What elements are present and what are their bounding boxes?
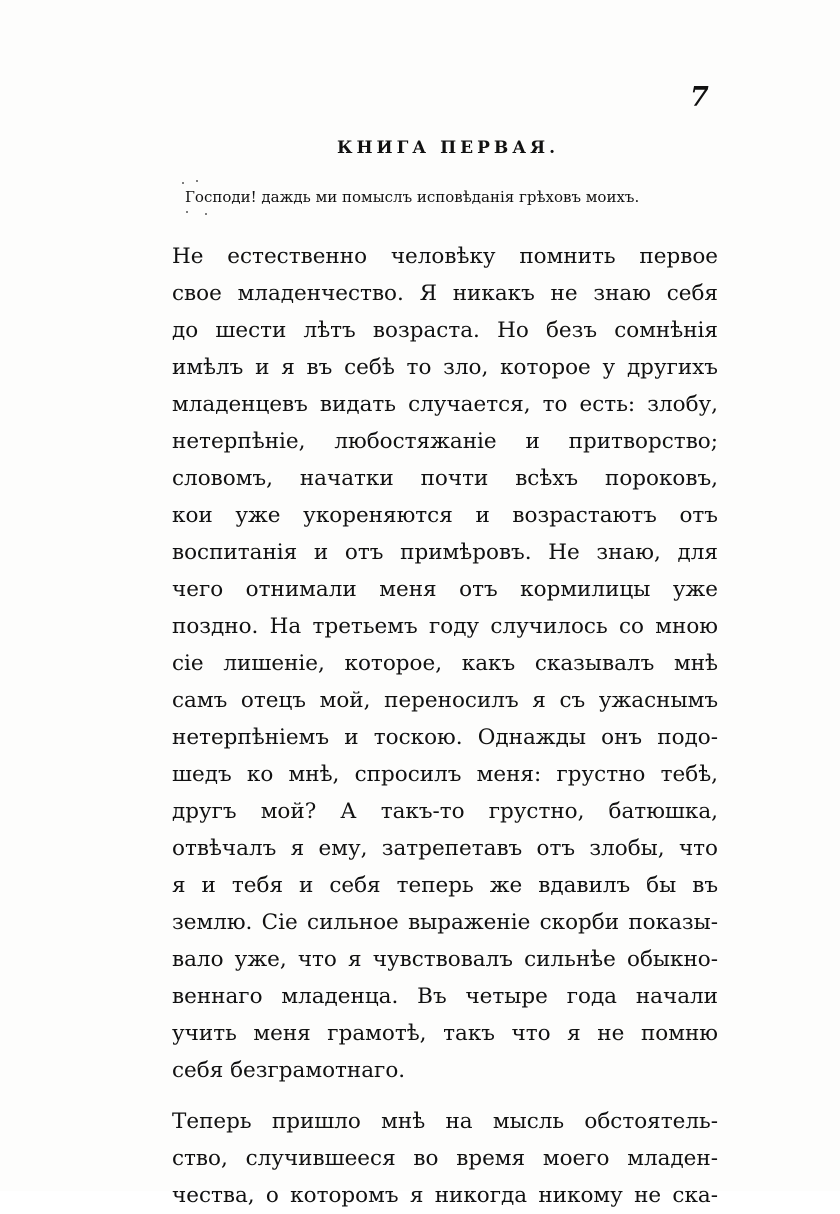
text-line: поздно. На третьемъ году случилось со мною	[172, 614, 718, 639]
text-line: Не естественно человѣку помнить первое	[172, 244, 718, 269]
text-line: свое младенчество. Я никакъ не знаю себя	[172, 281, 718, 306]
scan-speck	[186, 211, 188, 213]
text-line: самъ отецъ мой, переносилъ я съ ужаснымъ	[172, 688, 718, 713]
text-line: словомъ, начатки почти всѣхъ пороковъ,	[172, 466, 718, 491]
text-line: землю. Сіе сильное выраженіе скорби показы-	[172, 910, 718, 935]
text-line: чества, о которомъ я никогда никому не ска-	[172, 1183, 718, 1208]
text-line: воспитанія и отъ примѣровъ. Не знаю, для	[172, 540, 718, 565]
text-line: вало уже, что я чувствовалъ сильнѣе обыкно-	[172, 947, 718, 972]
text-line: отвѣчалъ я ему, затрепетавъ отъ злобы, что	[172, 836, 718, 861]
epigraph: Господи! даждь ми помыслъ исповѣданія грѣховъ моихъ.	[185, 188, 640, 206]
scan-speck	[182, 182, 184, 184]
text-line: нетерпѣніе, любостяжаніе и притворство;	[172, 429, 718, 454]
page-number: 7	[690, 82, 709, 113]
chapter-heading: КНИГА ПЕРВАЯ.	[336, 138, 559, 158]
text-line: чего отнимали меня отъ кормилицы уже	[172, 577, 718, 602]
text-line: я и тебя и себя теперь же вдавилъ бы въ	[172, 873, 718, 898]
scan-speck	[196, 180, 198, 182]
text-line: шедъ ко мнѣ, спросилъ меня: грустно тебѣ,	[172, 762, 718, 787]
body-text	[172, 238, 718, 1214]
text-line: учить меня грамотѣ, такъ что я не помню	[172, 1021, 718, 1046]
text-line: кои уже укореняются и возрастаютъ отъ	[172, 503, 718, 528]
text-line: веннаго младенца. Въ четыре года начали	[172, 984, 718, 1009]
text-line: нетерпѣніемъ и тоскою. Однажды онъ подо-	[172, 725, 718, 750]
text-line: ство, случившееся во время моего младен-	[172, 1146, 718, 1171]
text-line: другъ мой? А такъ-то грустно, батюшка,	[172, 799, 718, 824]
scan-speck	[205, 213, 207, 215]
text-line: себя безграмотнаго.	[172, 1058, 406, 1083]
text-line: Теперь пришло мнѣ на мысль обстоятель-	[172, 1109, 718, 1134]
paragraph-2	[172, 1103, 718, 1214]
paragraph-1	[172, 238, 718, 1089]
text-line: имѣлъ и я въ себѣ то зло, которое у другихъ	[172, 355, 718, 380]
paragraph-gap	[172, 1089, 718, 1103]
text-line: младенцевъ видать случается, то есть: злобу,	[172, 392, 718, 417]
text-line: сіе лишеніе, которое, какъ сказывалъ мнѣ	[172, 651, 718, 676]
text-line: до шести лѣтъ возраста. Но безъ сомнѣнія	[172, 318, 718, 343]
